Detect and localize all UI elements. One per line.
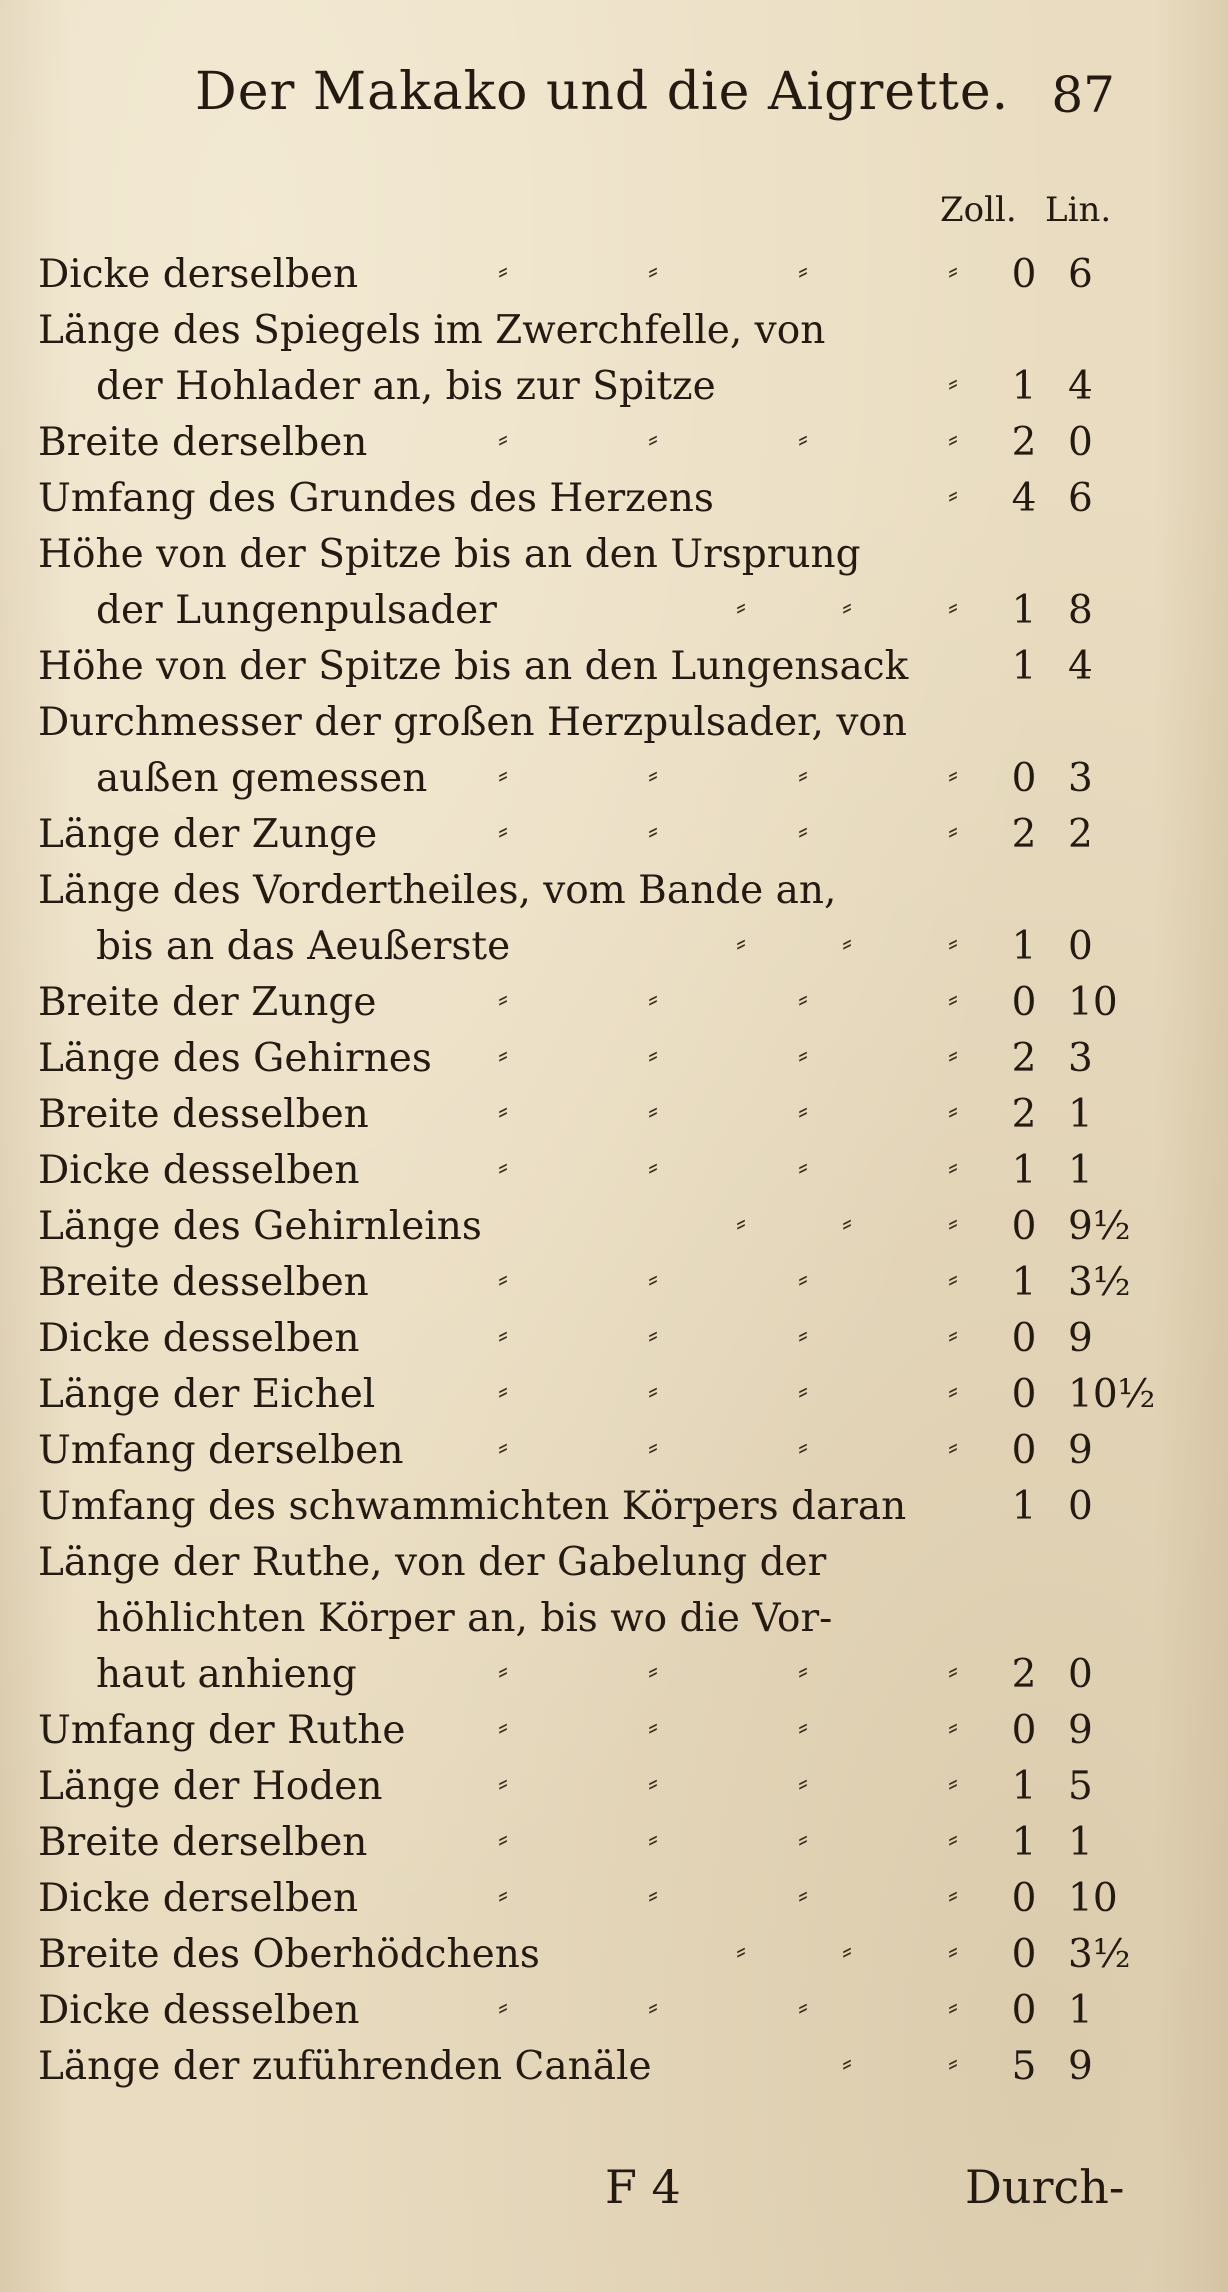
leader-mark: ⸗ xyxy=(498,1261,508,1296)
row-label: Umfang des schwammichten Körpers daran xyxy=(38,1484,907,1529)
value-lin: 8 xyxy=(1068,588,1093,633)
value-lin: 6 xyxy=(1068,476,1093,521)
value-zoll: 0 xyxy=(1011,1932,1037,1977)
value-lin: 3½ xyxy=(1068,1260,1131,1305)
leader-mark: ⸗ xyxy=(798,1709,808,1744)
leader-mark: ⸗ xyxy=(498,1821,508,1856)
table-row xyxy=(38,807,1188,863)
value-zoll: 2 xyxy=(1011,1092,1037,1137)
leader-marks xyxy=(498,467,958,523)
row-label: der Hohlader an, bis zur Spitze xyxy=(96,364,716,409)
row-label: Länge des Vordertheiles, vom Bande an, xyxy=(38,868,837,913)
leader-mark: ⸗ xyxy=(648,1093,658,1128)
value-zoll: 0 xyxy=(1011,756,1037,801)
leader-mark: ⸗ xyxy=(948,477,958,512)
leader-marks xyxy=(498,1027,958,1083)
leader-mark: ⸗ xyxy=(498,1093,508,1128)
leader-mark: ⸗ xyxy=(842,2045,852,2080)
leader-mark: ⸗ xyxy=(648,1149,658,1184)
value-lin: 6 xyxy=(1068,252,1093,297)
table-row xyxy=(38,247,1188,303)
measurement-table xyxy=(38,247,1188,2095)
leader-mark: ⸗ xyxy=(948,1765,958,1800)
leader-marks xyxy=(498,1755,958,1811)
row-label: Breite desselben xyxy=(38,1092,369,1137)
value-zoll: 1 xyxy=(1011,1148,1037,1193)
leader-mark: ⸗ xyxy=(948,1205,958,1240)
leader-mark: ⸗ xyxy=(948,589,958,624)
leader-mark: ⸗ xyxy=(948,1093,958,1128)
leader-marks xyxy=(498,243,958,299)
value-lin: 1 xyxy=(1068,1820,1093,1865)
column-header-lin: Lin. xyxy=(1045,190,1112,230)
value-zoll: 0 xyxy=(1011,1988,1037,2033)
leader-mark: ⸗ xyxy=(948,757,958,792)
leader-marks xyxy=(498,1139,958,1195)
row-label: Höhe von der Spitze bis an den Lungensack xyxy=(38,644,909,689)
table-row xyxy=(38,1255,1188,1311)
leader-mark: ⸗ xyxy=(648,1037,658,1072)
page-number: 87 xyxy=(1051,66,1115,124)
leader-mark: ⸗ xyxy=(798,1149,808,1184)
table-row xyxy=(38,471,1188,527)
value-lin: 9 xyxy=(1068,1316,1093,1361)
table-row xyxy=(38,1199,1188,1255)
table-row xyxy=(38,1423,1188,1479)
table-row xyxy=(38,1479,1188,1535)
row-label: Länge des Spiegels im Zwerchfelle, von xyxy=(38,308,826,353)
leader-mark: ⸗ xyxy=(736,589,746,624)
leader-marks xyxy=(498,1867,958,1923)
value-zoll: 0 xyxy=(1011,1204,1037,1249)
leader-mark: ⸗ xyxy=(948,421,958,456)
table-row xyxy=(38,1087,1188,1143)
leader-marks xyxy=(498,1979,958,2035)
leader-marks xyxy=(498,915,958,971)
leader-mark: ⸗ xyxy=(498,1877,508,1912)
value-zoll: 1 xyxy=(1011,1764,1037,1809)
leader-mark: ⸗ xyxy=(498,757,508,792)
leader-mark: ⸗ xyxy=(798,1877,808,1912)
row-label: Dicke desselben xyxy=(38,1148,360,1193)
leader-mark: ⸗ xyxy=(948,981,958,1016)
table-row xyxy=(38,359,1188,415)
row-label: höhlichten Körper an, bis wo die Vor- xyxy=(96,1596,833,1641)
value-lin: 0 xyxy=(1068,924,1093,969)
leader-mark: ⸗ xyxy=(648,253,658,288)
table-row xyxy=(38,863,1188,919)
leader-mark: ⸗ xyxy=(948,1317,958,1352)
leader-mark: ⸗ xyxy=(948,2045,958,2080)
leader-mark: ⸗ xyxy=(798,1821,808,1856)
table-row xyxy=(38,415,1188,471)
value-zoll: 1 xyxy=(1011,1260,1037,1305)
table-row xyxy=(38,1815,1188,1871)
row-label: haut anhieng xyxy=(96,1652,357,1697)
leader-mark: ⸗ xyxy=(842,1205,852,1240)
leader-mark: ⸗ xyxy=(498,813,508,848)
leader-mark: ⸗ xyxy=(736,1205,746,1240)
leader-marks xyxy=(498,1363,958,1419)
leader-mark: ⸗ xyxy=(736,1933,746,1968)
row-label: Breite des Oberhödchens xyxy=(38,1932,540,1977)
leader-marks xyxy=(498,1419,958,1475)
table-row xyxy=(38,639,1188,695)
row-label: Länge der Eichel xyxy=(38,1372,376,1417)
table-row xyxy=(38,2039,1188,2095)
leader-mark: ⸗ xyxy=(798,1989,808,2024)
leader-marks xyxy=(498,1811,958,1867)
value-lin: 9½ xyxy=(1068,1204,1131,1249)
leader-mark: ⸗ xyxy=(498,1317,508,1352)
leader-mark: ⸗ xyxy=(842,1933,852,1968)
value-zoll: 1 xyxy=(1011,588,1037,633)
row-label: Länge der Ruthe, von der Gabelung der xyxy=(38,1540,827,1585)
value-lin: 4 xyxy=(1068,364,1093,409)
value-zoll: 2 xyxy=(1011,1652,1037,1697)
leader-mark: ⸗ xyxy=(498,1149,508,1184)
row-label: bis an das Aeußerste xyxy=(96,924,511,969)
value-lin: 0 xyxy=(1068,1652,1093,1697)
value-lin: 0 xyxy=(1068,420,1093,465)
signature-mark: F 4 xyxy=(605,2160,681,2214)
table-row xyxy=(38,1759,1188,1815)
leader-marks xyxy=(498,1251,958,1307)
leader-mark: ⸗ xyxy=(648,1765,658,1800)
leader-mark: ⸗ xyxy=(648,1877,658,1912)
value-lin: 1 xyxy=(1068,1148,1093,1193)
value-zoll: 1 xyxy=(1011,364,1037,409)
leader-marks xyxy=(498,411,958,467)
table-row xyxy=(38,583,1188,639)
leader-mark: ⸗ xyxy=(948,1149,958,1184)
leader-mark: ⸗ xyxy=(498,1429,508,1464)
value-lin: 3½ xyxy=(1068,1932,1131,1977)
leader-mark: ⸗ xyxy=(798,1765,808,1800)
leader-marks xyxy=(498,971,958,1027)
row-label: Dicke desselben xyxy=(38,1316,360,1361)
leader-mark: ⸗ xyxy=(648,981,658,1016)
row-label: Breite derselben xyxy=(38,420,368,465)
value-lin: 9 xyxy=(1068,1708,1093,1753)
column-header-zoll: Zoll. xyxy=(940,190,1017,230)
leader-mark: ⸗ xyxy=(948,1261,958,1296)
value-zoll: 1 xyxy=(1011,1820,1037,1865)
table-row xyxy=(38,919,1188,975)
value-zoll: 2 xyxy=(1011,1036,1037,1081)
value-lin: 10 xyxy=(1068,980,1118,1025)
leader-mark: ⸗ xyxy=(498,981,508,1016)
leader-mark: ⸗ xyxy=(842,589,852,624)
value-lin: 4 xyxy=(1068,644,1093,689)
row-label: Durchmesser der großen Herzpulsader, von xyxy=(38,700,907,745)
leader-mark: ⸗ xyxy=(736,925,746,960)
leader-mark: ⸗ xyxy=(948,1933,958,1968)
leader-marks xyxy=(498,355,958,411)
leader-mark: ⸗ xyxy=(948,1821,958,1856)
value-lin: 9 xyxy=(1068,1428,1093,1473)
table-row xyxy=(38,1143,1188,1199)
table-row xyxy=(38,1983,1188,2039)
table-row xyxy=(38,1927,1188,1983)
value-zoll: 0 xyxy=(1011,252,1037,297)
leader-mark: ⸗ xyxy=(948,1373,958,1408)
leader-mark: ⸗ xyxy=(948,365,958,400)
leader-mark: ⸗ xyxy=(948,1709,958,1744)
catchword: Durch- xyxy=(965,2160,1125,2214)
leader-mark: ⸗ xyxy=(648,1653,658,1688)
leader-mark: ⸗ xyxy=(798,1261,808,1296)
row-label: Länge der Zunge xyxy=(38,812,378,857)
leader-mark: ⸗ xyxy=(498,253,508,288)
column-headers xyxy=(940,190,1140,230)
row-label: Umfang des Grundes des Herzens xyxy=(38,476,714,521)
row-label: Breite derselben xyxy=(38,1820,368,1865)
table-row xyxy=(38,1871,1188,1927)
leader-marks xyxy=(498,1195,958,1251)
leader-mark: ⸗ xyxy=(798,253,808,288)
leader-marks xyxy=(498,747,958,803)
value-lin: 3 xyxy=(1068,1036,1093,1081)
leader-mark: ⸗ xyxy=(498,1037,508,1072)
table-row xyxy=(38,1311,1188,1367)
leader-mark: ⸗ xyxy=(648,1709,658,1744)
value-zoll: 0 xyxy=(1011,1428,1037,1473)
table-row xyxy=(38,1535,1188,1591)
leader-mark: ⸗ xyxy=(648,1821,658,1856)
leader-mark: ⸗ xyxy=(798,1093,808,1128)
leader-mark: ⸗ xyxy=(948,1877,958,1912)
value-lin: 1 xyxy=(1068,1092,1093,1137)
value-lin: 5 xyxy=(1068,1764,1093,1809)
row-label: der Lungenpulsader xyxy=(96,588,497,633)
leader-mark: ⸗ xyxy=(648,1989,658,2024)
value-lin: 9 xyxy=(1068,2044,1093,2089)
leader-mark: ⸗ xyxy=(798,757,808,792)
table-row xyxy=(38,527,1188,583)
leader-mark: ⸗ xyxy=(842,925,852,960)
table-row xyxy=(38,1031,1188,1087)
leader-marks xyxy=(498,1083,958,1139)
leader-mark: ⸗ xyxy=(648,1429,658,1464)
leader-mark: ⸗ xyxy=(798,1653,808,1688)
value-lin: 3 xyxy=(1068,756,1093,801)
leader-mark: ⸗ xyxy=(798,1429,808,1464)
leader-mark: ⸗ xyxy=(948,1429,958,1464)
value-zoll: 1 xyxy=(1011,644,1037,689)
leader-mark: ⸗ xyxy=(798,981,808,1016)
leader-marks xyxy=(498,1307,958,1363)
leader-mark: ⸗ xyxy=(498,1653,508,1688)
value-zoll: 2 xyxy=(1011,812,1037,857)
leader-mark: ⸗ xyxy=(498,1989,508,2024)
leader-mark: ⸗ xyxy=(648,1373,658,1408)
leader-marks xyxy=(498,579,958,635)
page-footer xyxy=(0,2160,1228,2240)
leader-marks xyxy=(498,1923,958,1979)
value-lin: 1 xyxy=(1068,1988,1093,2033)
row-label: Dicke derselben xyxy=(38,252,359,297)
value-zoll: 0 xyxy=(1011,1876,1037,1921)
table-row xyxy=(38,751,1188,807)
leader-mark: ⸗ xyxy=(948,813,958,848)
row-label: Umfang der Ruthe xyxy=(38,1708,406,1753)
leader-mark: ⸗ xyxy=(498,1765,508,1800)
value-lin: 2 xyxy=(1068,812,1093,857)
value-zoll: 5 xyxy=(1011,2044,1037,2089)
running-head xyxy=(195,62,1135,142)
leader-marks xyxy=(498,2035,958,2091)
leader-mark: ⸗ xyxy=(498,1373,508,1408)
row-label: Länge der Hoden xyxy=(38,1764,383,1809)
value-zoll: 1 xyxy=(1011,924,1037,969)
leader-mark: ⸗ xyxy=(798,421,808,456)
row-label: Breite der Zunge xyxy=(38,980,377,1025)
value-zoll: 0 xyxy=(1011,1708,1037,1753)
row-label: Länge des Gehirnleins xyxy=(38,1204,482,1249)
leader-mark: ⸗ xyxy=(648,1261,658,1296)
leader-mark: ⸗ xyxy=(948,1989,958,2024)
leader-mark: ⸗ xyxy=(798,1373,808,1408)
row-label: Dicke desselben xyxy=(38,1988,360,2033)
row-label: außen gemessen xyxy=(96,756,428,801)
leader-mark: ⸗ xyxy=(648,1317,658,1352)
leader-mark: ⸗ xyxy=(798,1317,808,1352)
leader-mark: ⸗ xyxy=(948,925,958,960)
value-lin: 0 xyxy=(1068,1484,1093,1529)
table-row xyxy=(38,1647,1188,1703)
value-zoll: 0 xyxy=(1011,1372,1037,1417)
value-zoll: 4 xyxy=(1011,476,1037,521)
page-title: Der Makako und die Aigrette. xyxy=(195,62,1010,122)
table-row xyxy=(38,695,1188,751)
leader-mark: ⸗ xyxy=(948,1653,958,1688)
row-label: Höhe von der Spitze bis an den Ursprung xyxy=(38,532,861,577)
value-zoll: 1 xyxy=(1011,1484,1037,1529)
row-label: Breite desselben xyxy=(38,1260,369,1305)
row-label: Länge der zuführenden Canäle xyxy=(38,2044,652,2089)
leader-mark: ⸗ xyxy=(798,813,808,848)
leader-mark: ⸗ xyxy=(648,757,658,792)
value-zoll: 0 xyxy=(1011,980,1037,1025)
table-row xyxy=(38,1591,1188,1647)
value-lin: 10½ xyxy=(1068,1372,1156,1417)
leader-mark: ⸗ xyxy=(648,421,658,456)
table-row xyxy=(38,975,1188,1031)
leader-marks xyxy=(498,1699,958,1755)
row-label: Dicke derselben xyxy=(38,1876,359,1921)
leader-marks xyxy=(498,1643,958,1699)
leader-mark: ⸗ xyxy=(948,253,958,288)
value-zoll: 2 xyxy=(1011,420,1037,465)
table-row xyxy=(38,1367,1188,1423)
leader-marks xyxy=(498,803,958,859)
leader-mark: ⸗ xyxy=(648,813,658,848)
row-label: Umfang derselben xyxy=(38,1428,404,1473)
leader-mark: ⸗ xyxy=(498,1709,508,1744)
value-zoll: 0 xyxy=(1011,1316,1037,1361)
table-row xyxy=(38,303,1188,359)
value-lin: 10 xyxy=(1068,1876,1118,1921)
row-label: Länge des Gehirnes xyxy=(38,1036,432,1081)
table-row xyxy=(38,1703,1188,1759)
leader-mark: ⸗ xyxy=(948,1037,958,1072)
leader-mark: ⸗ xyxy=(498,421,508,456)
leader-mark: ⸗ xyxy=(798,1037,808,1072)
